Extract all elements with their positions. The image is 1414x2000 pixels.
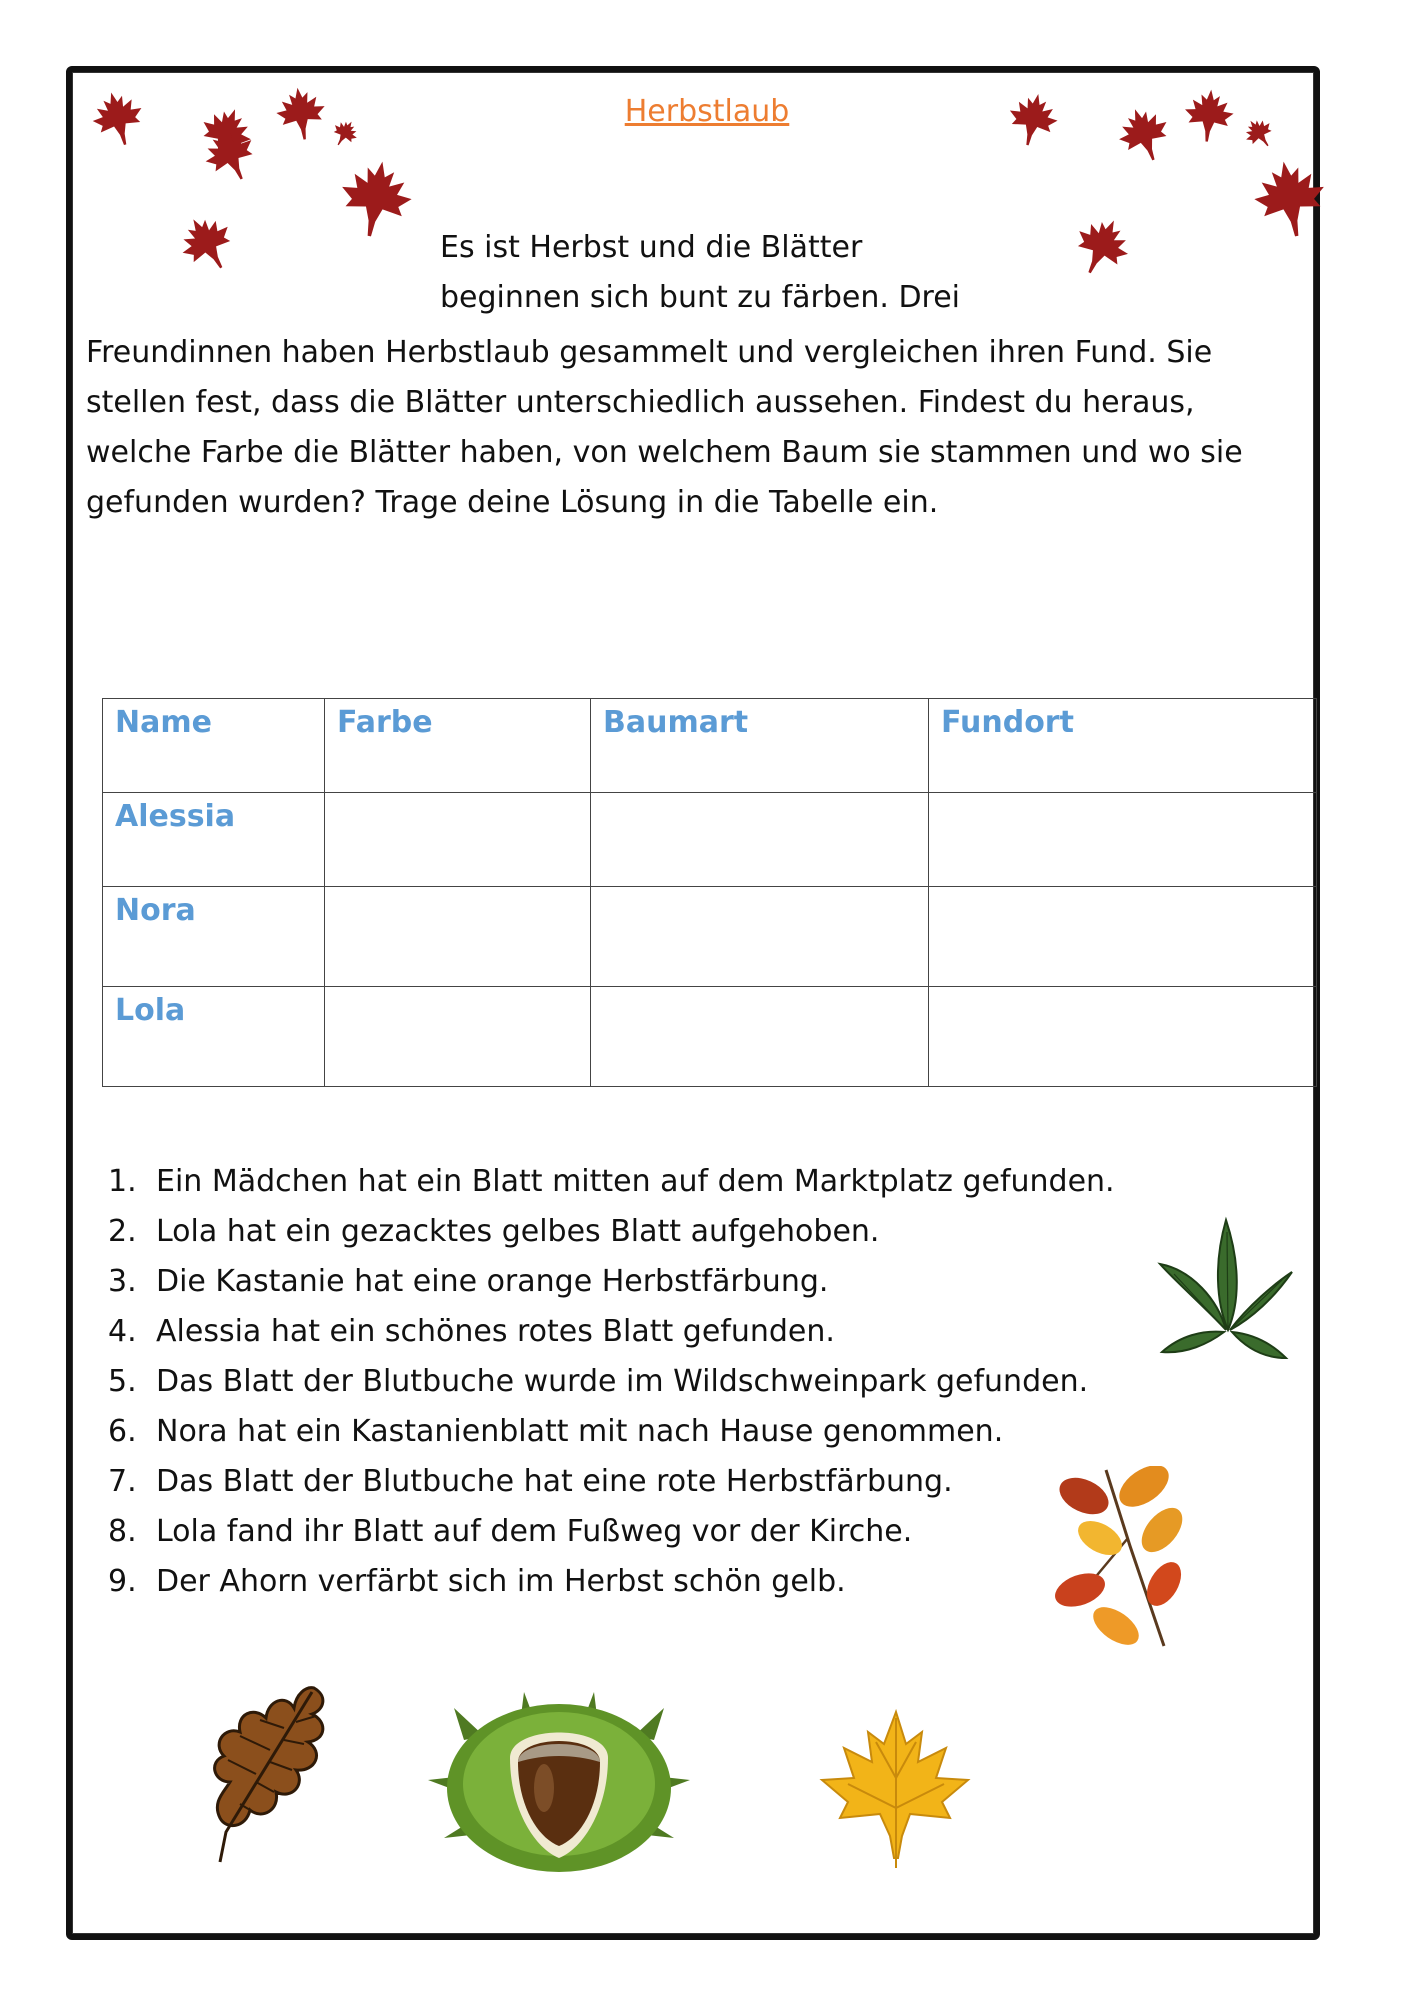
- answer-cell[interactable]: [591, 887, 929, 987]
- hint-item: [108, 1407, 1115, 1457]
- hint-item: [108, 1357, 1115, 1407]
- hint-number: 4.: [108, 1314, 137, 1349]
- answer-cell[interactable]: [929, 887, 1317, 987]
- maple-leaf-icon: [272, 84, 330, 142]
- header-name: Name: [103, 699, 325, 793]
- row-name: Nora: [103, 887, 325, 987]
- answer-cell[interactable]: [325, 987, 591, 1087]
- maple-leaf-icon: [330, 118, 360, 148]
- hint-text: Der Ahorn verfärbt sich im Herbst schön gelb.: [156, 1564, 846, 1599]
- hint-number: 7.: [108, 1464, 137, 1499]
- table-header-row: [103, 699, 1317, 793]
- intro-line: gefunden wurden? Trage deine Lösung in die Tabelle ein.: [86, 485, 939, 520]
- hint-item: [108, 1157, 1115, 1207]
- chestnut-icon: [424, 1688, 694, 1876]
- intro-line-1: Es ist Herbst und die Blätter: [440, 230, 863, 265]
- header-farbe: Farbe: [325, 699, 591, 793]
- maple-leaf-icon: [88, 88, 148, 148]
- hint-list: [108, 1157, 1115, 1607]
- hint-text: Das Blatt der Blutbuche wurde im Wildschweinpark gefunden.: [156, 1364, 1089, 1399]
- answer-cell[interactable]: [325, 793, 591, 887]
- maple-leaf-icon: [1114, 104, 1174, 164]
- answer-cell[interactable]: [591, 987, 929, 1087]
- maple-leaf-icon: [1242, 116, 1276, 150]
- intro-paragraph: [86, 328, 1296, 528]
- hint-item: [108, 1557, 1115, 1607]
- hint-number: 1.: [108, 1164, 137, 1199]
- maple-leaf-icon: [176, 212, 238, 274]
- intro-line: welche Farbe die Blätter haben, von welchem Baum sie stammen und wo sie: [86, 435, 1243, 470]
- hint-item: [108, 1457, 1115, 1507]
- answer-cell[interactable]: [325, 887, 591, 987]
- header-fundort: Fundort: [929, 699, 1317, 793]
- hint-number: 9.: [108, 1564, 137, 1599]
- hint-text: Die Kastanie hat eine orange Herbstfärbung.: [156, 1264, 829, 1299]
- hint-text: Ein Mädchen hat ein Blatt mitten auf dem Marktplatz gefunden.: [156, 1164, 1115, 1199]
- row-name: Alessia: [103, 793, 325, 887]
- hint-text: Lola hat ein gezacktes gelbes Blatt aufgehoben.: [156, 1214, 880, 1249]
- hint-text: Alessia hat ein schönes rotes Blatt gefunden.: [156, 1314, 835, 1349]
- answer-cell[interactable]: [929, 793, 1317, 887]
- intro-line-2: beginnen sich bunt zu färben. Drei: [440, 280, 961, 315]
- maple-leaf-icon: [1004, 90, 1062, 148]
- hint-item: [108, 1307, 1115, 1357]
- table-row: [103, 793, 1317, 887]
- header-baumart: Baumart: [591, 699, 929, 793]
- hint-number: 5.: [108, 1364, 137, 1399]
- hint-number: 2.: [108, 1214, 137, 1249]
- chestnut-leaf-icon: [1156, 1212, 1296, 1364]
- hint-number: 6.: [108, 1414, 137, 1449]
- hint-number: 8.: [108, 1514, 137, 1549]
- hint-text: Nora hat ein Kastanienblatt mit nach Hause genommen.: [156, 1414, 1004, 1449]
- row-name: Lola: [103, 987, 325, 1087]
- maple-leaf-icon: [334, 156, 418, 240]
- maple-leaf-icon: [1180, 86, 1238, 144]
- beech-twig-icon: [1044, 1466, 1194, 1652]
- answer-cell[interactable]: [929, 987, 1317, 1087]
- hint-text: Das Blatt der Blutbuche hat eine rote Herbstfärbung.: [156, 1464, 953, 1499]
- table-row: [103, 987, 1317, 1087]
- maple-leaf-icon: [1248, 156, 1332, 240]
- hint-text: Lola fand ihr Blatt auf dem Fußweg vor der Kirche.: [156, 1514, 913, 1549]
- table-row: [103, 887, 1317, 987]
- hint-item: [108, 1257, 1115, 1307]
- maple-leaf-icon: [1070, 214, 1134, 278]
- hint-item: [108, 1207, 1115, 1257]
- answer-cell[interactable]: [591, 793, 929, 887]
- hint-item: [108, 1507, 1115, 1557]
- yellow-maple-leaf-icon: [818, 1708, 972, 1872]
- intro-line: Freundinnen haben Herbstlaub gesammelt und vergleichen ihren Fund. Sie: [86, 335, 1213, 370]
- page-title: Herbstlaub: [624, 94, 790, 129]
- solution-table: [102, 698, 1317, 1087]
- maple-leaf-icon: [200, 124, 260, 184]
- hint-number: 3.: [108, 1264, 137, 1299]
- oak-leaf-icon: [196, 1682, 340, 1872]
- intro-line: stellen fest, dass die Blätter unterschiedlich aussehen. Findest du heraus,: [86, 385, 1195, 420]
